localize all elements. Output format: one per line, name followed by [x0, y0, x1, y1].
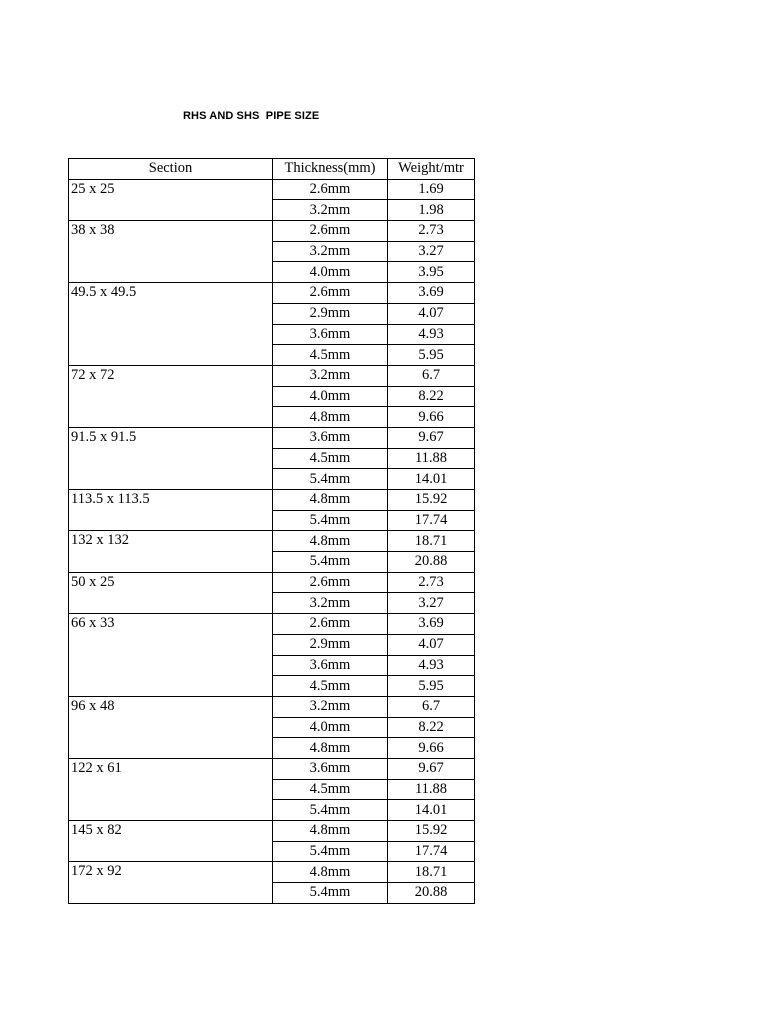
table-row [69, 821, 475, 842]
thickness-cell: 3.2mm [273, 241, 388, 262]
section-cell: 91.5 x 91.5 [69, 427, 273, 489]
weight-cell: 3.27 [388, 593, 475, 614]
thickness-cell: 3.2mm [273, 200, 388, 221]
table-row [69, 283, 475, 304]
table-row [69, 490, 475, 511]
thickness-cell: 2.6mm [273, 179, 388, 200]
section-cell: 122 x 61 [69, 758, 273, 820]
thickness-cell: 2.6mm [273, 572, 388, 593]
thickness-cell: 5.4mm [273, 800, 388, 821]
section-cell: 49.5 x 49.5 [69, 283, 273, 366]
table-row [69, 221, 475, 242]
table-row [69, 614, 475, 635]
weight-cell: 17.74 [388, 510, 475, 531]
thickness-cell: 2.9mm [273, 303, 388, 324]
header-thickness: Thickness(mm) [273, 159, 388, 180]
weight-cell: 9.66 [388, 407, 475, 428]
thickness-cell: 4.8mm [273, 490, 388, 511]
weight-cell: 1.69 [388, 179, 475, 200]
weight-cell: 4.07 [388, 634, 475, 655]
thickness-cell: 3.6mm [273, 427, 388, 448]
thickness-cell: 3.2mm [273, 365, 388, 386]
thickness-cell: 4.5mm [273, 779, 388, 800]
pipe-size-table [68, 158, 475, 904]
thickness-cell: 5.4mm [273, 883, 388, 904]
table-row [69, 862, 475, 883]
thickness-cell: 2.9mm [273, 634, 388, 655]
thickness-cell: 5.4mm [273, 469, 388, 490]
table-row [69, 365, 475, 386]
section-cell: 25 x 25 [69, 179, 273, 220]
thickness-cell: 4.8mm [273, 862, 388, 883]
weight-cell: 17.74 [388, 841, 475, 862]
thickness-cell: 3.2mm [273, 696, 388, 717]
thickness-cell: 3.6mm [273, 324, 388, 345]
thickness-cell: 4.0mm [273, 386, 388, 407]
weight-cell: 4.07 [388, 303, 475, 324]
header-weight: Weight/mtr [388, 159, 475, 180]
section-cell: 72 x 72 [69, 365, 273, 427]
header-section: Section [69, 159, 273, 180]
weight-cell: 6.7 [388, 365, 475, 386]
section-cell: 38 x 38 [69, 221, 273, 283]
thickness-cell: 5.4mm [273, 510, 388, 531]
thickness-cell: 4.8mm [273, 738, 388, 759]
thickness-cell: 2.6mm [273, 221, 388, 242]
section-cell: 132 x 132 [69, 531, 273, 572]
weight-cell: 18.71 [388, 531, 475, 552]
table-row [69, 758, 475, 779]
section-cell: 113.5 x 113.5 [69, 490, 273, 531]
thickness-cell: 4.0mm [273, 262, 388, 283]
weight-cell: 1.98 [388, 200, 475, 221]
thickness-cell: 4.5mm [273, 345, 388, 366]
weight-cell: 8.22 [388, 717, 475, 738]
weight-cell: 9.67 [388, 758, 475, 779]
thickness-cell: 4.8mm [273, 821, 388, 842]
thickness-cell: 4.5mm [273, 448, 388, 469]
weight-cell: 20.88 [388, 552, 475, 573]
table-row [69, 531, 475, 552]
weight-cell: 9.66 [388, 738, 475, 759]
thickness-cell: 5.4mm [273, 841, 388, 862]
weight-cell: 5.95 [388, 345, 475, 366]
weight-cell: 5.95 [388, 676, 475, 697]
weight-cell: 2.73 [388, 572, 475, 593]
weight-cell: 4.93 [388, 655, 475, 676]
weight-cell: 14.01 [388, 469, 475, 490]
weight-cell: 14.01 [388, 800, 475, 821]
thickness-cell: 2.6mm [273, 283, 388, 304]
thickness-cell: 4.5mm [273, 676, 388, 697]
weight-cell: 15.92 [388, 490, 475, 511]
weight-cell: 8.22 [388, 386, 475, 407]
weight-cell: 9.67 [388, 427, 475, 448]
table-row [69, 696, 475, 717]
section-cell: 145 x 82 [69, 821, 273, 862]
weight-cell: 3.27 [388, 241, 475, 262]
thickness-cell: 5.4mm [273, 552, 388, 573]
section-cell: 50 x 25 [69, 572, 273, 613]
weight-cell: 3.69 [388, 614, 475, 635]
weight-cell: 15.92 [388, 821, 475, 842]
table-row [69, 572, 475, 593]
table-header-row [69, 159, 475, 180]
section-cell: 66 x 33 [69, 614, 273, 697]
weight-cell: 4.93 [388, 324, 475, 345]
thickness-cell: 4.8mm [273, 531, 388, 552]
section-cell: 172 x 92 [69, 862, 273, 903]
section-cell: 96 x 48 [69, 696, 273, 758]
weight-cell: 6.7 [388, 696, 475, 717]
weight-cell: 20.88 [388, 883, 475, 904]
weight-cell: 11.88 [388, 448, 475, 469]
thickness-cell: 3.2mm [273, 593, 388, 614]
weight-cell: 11.88 [388, 779, 475, 800]
thickness-cell: 3.6mm [273, 655, 388, 676]
table-row [69, 427, 475, 448]
thickness-cell: 2.6mm [273, 614, 388, 635]
weight-cell: 2.73 [388, 221, 475, 242]
weight-cell: 18.71 [388, 862, 475, 883]
table-body [69, 179, 475, 903]
page-title: RHS AND SHS PIPE SIZE [183, 110, 320, 122]
table-row [69, 179, 475, 200]
thickness-cell: 4.8mm [273, 407, 388, 428]
thickness-cell: 4.0mm [273, 717, 388, 738]
thickness-cell: 3.6mm [273, 758, 388, 779]
weight-cell: 3.95 [388, 262, 475, 283]
weight-cell: 3.69 [388, 283, 475, 304]
